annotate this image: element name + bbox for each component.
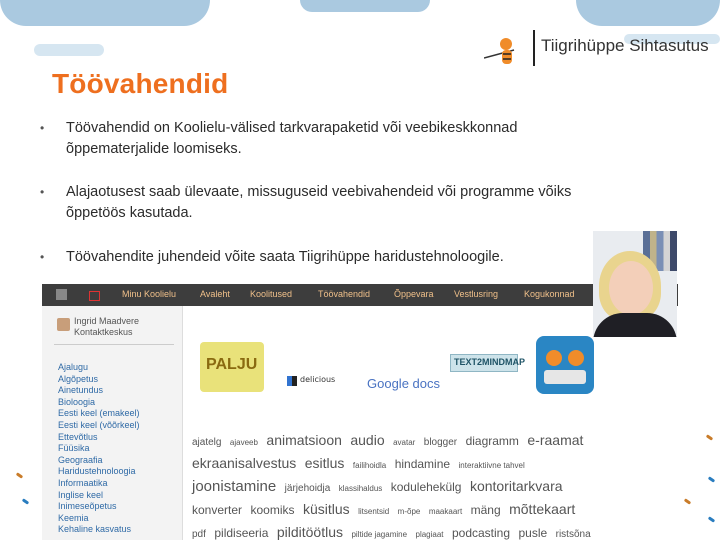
subject-link[interactable]: Geograafia: [58, 454, 103, 465]
subject-list: [58, 362, 140, 536]
tag-link[interactable]: animatsioon: [266, 432, 342, 448]
tag-link[interactable]: järjehoidja: [284, 483, 331, 494]
tag-cloud: [192, 430, 662, 540]
tag-link[interactable]: ekraanisalvestus: [192, 455, 297, 471]
nav-item[interactable]: Kogukonnad: [524, 289, 575, 299]
subject-link[interactable]: Haridustehnoloogia: [58, 466, 136, 477]
tag-link[interactable]: kodulehekülg: [390, 480, 462, 494]
subject-link[interactable]: Informaatika: [58, 477, 108, 488]
decorative-dash: [706, 434, 713, 440]
tag-link[interactable]: hindamine: [394, 457, 451, 471]
nav-item[interactable]: Töövahendid: [318, 289, 371, 299]
nav-item[interactable]: Minu Koolielu: [122, 289, 177, 299]
tag-link[interactable]: ajaveeb: [229, 438, 258, 447]
tag-link[interactable]: mäng: [470, 503, 501, 517]
tag-link[interactable]: piltide jagamine: [351, 530, 408, 539]
decorative-dash: [22, 498, 29, 504]
profile-subtitle: Kontaktkeskus: [74, 327, 133, 337]
delicious-label: delicious: [300, 375, 336, 384]
tag-link[interactable]: podcasting: [451, 526, 511, 540]
subject-link[interactable]: Kehaline kasvatus: [58, 524, 132, 535]
bullet-text: Alajaotusest saab ülevaate, missuguseid veebivahendeid või programme võiks õppetöös kasutada.: [66, 184, 572, 221]
nav-item[interactable]: Koolitused: [250, 289, 293, 299]
decorative-dash: [16, 472, 23, 478]
nav-item[interactable]: Avaleht: [200, 289, 230, 299]
tag-link[interactable]: plagiaat: [415, 530, 444, 539]
tag-link[interactable]: m-õpe: [397, 507, 421, 516]
decorative-dash: [708, 516, 715, 522]
subject-link[interactable]: Ainetundus: [58, 385, 104, 396]
portrait-photo: [593, 231, 677, 337]
decorative-dash: [708, 476, 715, 482]
bullet-text: Töövahendite juhendeid võite saata Tiigrihüppe haridustehnoloogile.: [66, 249, 504, 265]
tag-link[interactable]: ristsõna: [555, 529, 591, 540]
divider: [54, 344, 174, 345]
page-title: Töövahendid: [52, 68, 229, 99]
tag-link[interactable]: joonistamine: [192, 478, 277, 495]
nav-item[interactable]: Õppevara: [394, 289, 434, 299]
subject-link[interactable]: Bioloogia: [58, 396, 96, 407]
tag-link[interactable]: diagramm: [465, 434, 519, 448]
tag-link[interactable]: pdf: [192, 529, 206, 540]
slideshare-tool-icon[interactable]: [536, 336, 594, 394]
text2mindmap-label: TEXT2MINDMAP: [454, 357, 526, 367]
logo-divider: [533, 30, 535, 66]
palju-label: PALJU: [206, 356, 258, 373]
cloud-decoration: [300, 0, 430, 12]
subject-link[interactable]: Inimeseõpetus: [58, 501, 117, 512]
tag-link[interactable]: klassihaldus: [338, 484, 383, 493]
subject-link[interactable]: Algõpetus: [58, 373, 99, 384]
profile-name[interactable]: [74, 316, 139, 338]
profile-name-text: Ingrid Maadvere: [74, 316, 140, 326]
mail-icon[interactable]: [89, 291, 100, 301]
bullet-item: [40, 118, 600, 160]
tag-link[interactable]: ajatelg: [192, 437, 222, 448]
bullet-item: [40, 182, 600, 224]
subject-link[interactable]: Keemia: [58, 512, 89, 523]
site-sidebar: [42, 306, 183, 540]
cloud-decoration: [576, 0, 720, 26]
cloud-decoration: [34, 44, 104, 56]
tag-link[interactable]: pilditöötlus: [276, 524, 343, 540]
palju-tool-logo[interactable]: [200, 342, 264, 392]
logo-text: Tiigrihüppe Sihtasutus: [541, 36, 709, 55]
tag-link[interactable]: maakaart: [428, 507, 463, 516]
tag-link[interactable]: konverter: [192, 503, 243, 517]
tag-link[interactable]: avatar: [393, 438, 416, 447]
delicious-tool-logo[interactable]: [287, 374, 351, 388]
tag-link[interactable]: blogger: [423, 437, 458, 448]
bullet-item: [40, 247, 600, 268]
subject-link[interactable]: Ajalugu: [58, 362, 89, 372]
google-docs-tool-logo[interactable]: Google docs: [367, 376, 440, 391]
subject-link[interactable]: Eesti keel (emakeel): [58, 408, 140, 419]
tag-link[interactable]: kontoritarkvara: [469, 478, 563, 494]
avatar: [57, 318, 70, 331]
tag-link[interactable]: pusle: [518, 526, 548, 540]
tag-link[interactable]: interaktiivne tahvel: [458, 461, 525, 470]
home-icon[interactable]: [56, 289, 67, 300]
subject-link[interactable]: Ettevõtlus: [58, 431, 98, 442]
cloud-decoration: [0, 0, 210, 26]
tag-link[interactable]: mõttekaart: [509, 501, 576, 517]
tag-link[interactable]: audio: [350, 432, 385, 448]
tiger-logo-icon: [484, 30, 528, 68]
bullet-icon: •: [40, 250, 45, 264]
tag-link[interactable]: esitlus: [304, 455, 345, 471]
site-nav-bar: [42, 284, 678, 306]
tag-link[interactable]: küsitlus: [302, 501, 350, 517]
delicious-icon: [287, 376, 297, 386]
subject-link[interactable]: Füüsika: [58, 443, 90, 454]
tag-link[interactable]: e-raamat: [527, 432, 584, 448]
subject-link[interactable]: Eesti keel (võõrkeel): [58, 419, 140, 430]
tag-link[interactable]: failihoidla: [352, 461, 387, 470]
text2mindmap-tool-logo[interactable]: [450, 354, 526, 372]
tag-link[interactable]: litsentsid: [358, 507, 390, 516]
tag-link[interactable]: pildiseeria: [214, 526, 269, 540]
decorative-dash: [684, 498, 691, 504]
website-screenshot: [42, 284, 678, 540]
bullet-icon: •: [40, 121, 45, 135]
nav-item[interactable]: Vestlusring: [454, 289, 499, 299]
bullet-icon: •: [40, 185, 45, 199]
subject-link[interactable]: Inglise keel: [58, 489, 104, 500]
tag-link[interactable]: koomiks: [250, 503, 295, 517]
bullet-text: Töövahendid on Koolielu-välised tarkvarapaketid või veebikeskkonnad õppematerjalide loomiseks.: [66, 120, 518, 157]
